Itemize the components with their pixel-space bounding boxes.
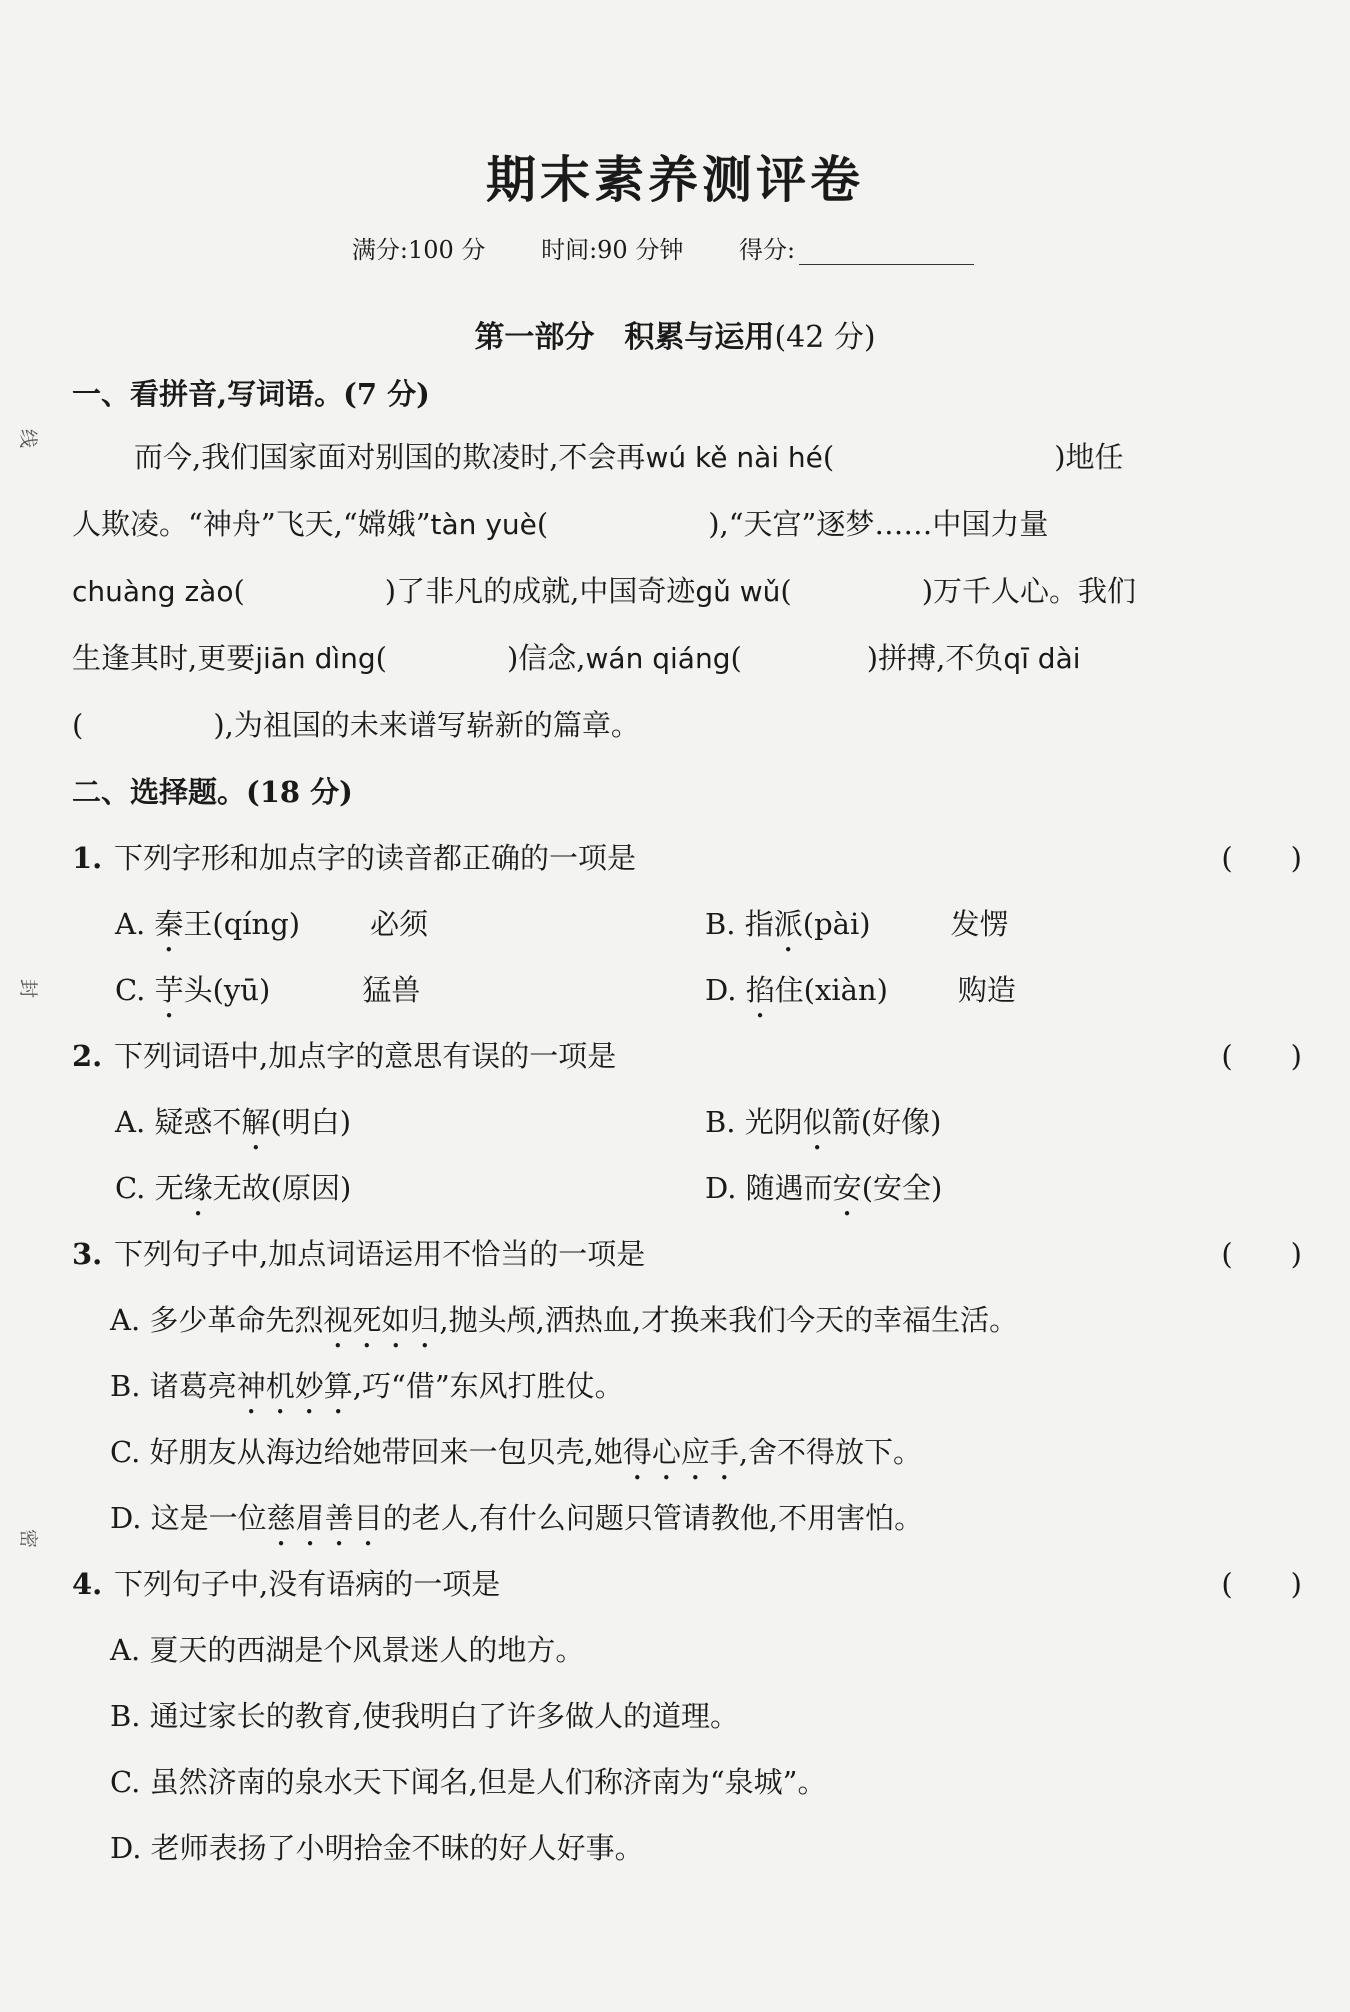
q3-option-d[interactable]: D. 这是一位慈眉善目的老人,有什么问题只管请教他,不用害怕。 bbox=[110, 1501, 924, 1535]
margin-mark-secret: 密 bbox=[17, 1528, 40, 1549]
q2-option-d[interactable]: D. 随遇而安(安全) bbox=[705, 1171, 943, 1205]
q3-option-c[interactable]: C. 好朋友从海边给她带回来一包贝壳,她得心应手,舍不得放下。 bbox=[110, 1435, 923, 1469]
page-title: 期末素养测评卷 bbox=[486, 150, 864, 209]
section-2-heading: 二、选择题。(18 分) bbox=[72, 775, 353, 809]
part-label: 第一部分 积累与运用 bbox=[474, 320, 775, 355]
q1-option-a[interactable]: A. 秦王(qíng) 必须 bbox=[115, 907, 429, 941]
margin-mark-seal: 封 bbox=[17, 978, 40, 999]
q3-option-a[interactable]: A. 多少革命先烈视死如归,抛头颅,洒热血,才换来我们今天的幸福生活。 bbox=[110, 1303, 1019, 1337]
question-4-stem: 下列句子中,没有语病的一项是 bbox=[114, 1567, 501, 1601]
passage-line-5: ( ),为祖国的未来谱写崭新的篇章。 bbox=[72, 708, 640, 742]
passage-line-2: 人欺凌。“神舟”飞天,“嫦娥”tàn yuè( ),“天宫”逐梦……中国力量 bbox=[72, 507, 1049, 541]
q2-option-c[interactable]: C. 无缘无故(原因) bbox=[115, 1171, 352, 1205]
question-3: 3. 下列句子中,加点词语运用不恰当的一项是 bbox=[72, 1237, 646, 1271]
score-line bbox=[0, 230, 1350, 265]
question-1: 1. 下列字形和加点字的读音都正确的一项是 bbox=[72, 841, 637, 875]
answer-paren-2[interactable]: ( ) bbox=[1221, 1039, 1302, 1073]
question-4: 4. 下列句子中,没有语病的一项是 bbox=[72, 1567, 501, 1601]
full-score: 满分:100 分 bbox=[351, 236, 486, 264]
section-1-passage bbox=[72, 424, 1312, 758]
answer-paren-4[interactable]: ( ) bbox=[1221, 1567, 1302, 1601]
score-blank[interactable] bbox=[799, 264, 974, 265]
question-1-stem: 下列字形和加点字的读音都正确的一项是 bbox=[114, 841, 637, 875]
q2-option-a[interactable]: A. 疑惑不解(明白) bbox=[115, 1105, 352, 1139]
answer-paren-3[interactable]: ( ) bbox=[1221, 1237, 1302, 1271]
section-1-heading: 一、看拼音,写词语。(7 分) bbox=[72, 377, 430, 411]
q4-option-d[interactable]: D. 老师表扬了小明拾金不昧的好人好事。 bbox=[110, 1831, 644, 1865]
pinyin-5: jiān dìng bbox=[255, 642, 376, 675]
pinyin-3: chuàng zào bbox=[72, 575, 234, 608]
question-3-stem: 下列句子中,加点词语运用不恰当的一项是 bbox=[114, 1237, 646, 1271]
q4-option-c[interactable]: C. 虽然济南的泉水天下闻名,但是人们称济南为“泉城”。 bbox=[110, 1765, 827, 1799]
q3-option-b[interactable]: B. 诸葛亮神机妙算,巧“借”东风打胜仗。 bbox=[110, 1369, 624, 1403]
pinyin-6: wán qiáng bbox=[585, 642, 731, 675]
pinyin-4: gǔ wǔ bbox=[695, 575, 781, 608]
score-field[interactable]: 得分: bbox=[739, 236, 998, 264]
part-heading bbox=[0, 312, 1350, 356]
time-limit: 时间:90 分钟 bbox=[541, 236, 684, 264]
q4-option-a[interactable]: A. 夏天的西湖是个风景迷人的地方。 bbox=[110, 1633, 585, 1667]
q1-option-c[interactable]: C. 芋头(yū) 猛兽 bbox=[115, 973, 421, 1007]
part-points: (42 分) bbox=[774, 320, 876, 355]
passage-line-3: chuàng zào( )了非凡的成就,中国奇迹gǔ wǔ( )万千人心。我们 bbox=[72, 574, 1137, 608]
question-2: 2. 下列词语中,加点字的意思有误的一项是 bbox=[72, 1039, 617, 1073]
margin-mark-line: 线 bbox=[17, 428, 40, 449]
q1-option-b[interactable]: B. 指派(pài) 发愣 bbox=[705, 907, 1009, 941]
pinyin-1: wú kě nài hé bbox=[645, 441, 823, 474]
passage-line-4: 生逢其时,更要jiān dìng( )信念,wán qiáng( )拼搏,不负qī dài bbox=[72, 641, 1081, 675]
q4-option-b[interactable]: B. 通过家长的教育,使我明白了许多做人的道理。 bbox=[110, 1699, 739, 1733]
pinyin-2: tàn yuè bbox=[430, 508, 537, 541]
q1-option-d[interactable]: D. 掐住(xiàn) 购造 bbox=[705, 973, 1016, 1007]
passage-line-1: 而今,我们国家面对别国的欺凌时,不会再wú kě nài hé( )地任 bbox=[134, 440, 1124, 474]
answer-paren-1[interactable]: ( ) bbox=[1221, 841, 1302, 875]
pinyin-7: qī dài bbox=[1003, 642, 1081, 675]
question-2-stem: 下列词语中,加点字的意思有误的一项是 bbox=[114, 1039, 617, 1073]
q2-option-b[interactable]: B. 光阴似箭(好像) bbox=[705, 1105, 942, 1139]
